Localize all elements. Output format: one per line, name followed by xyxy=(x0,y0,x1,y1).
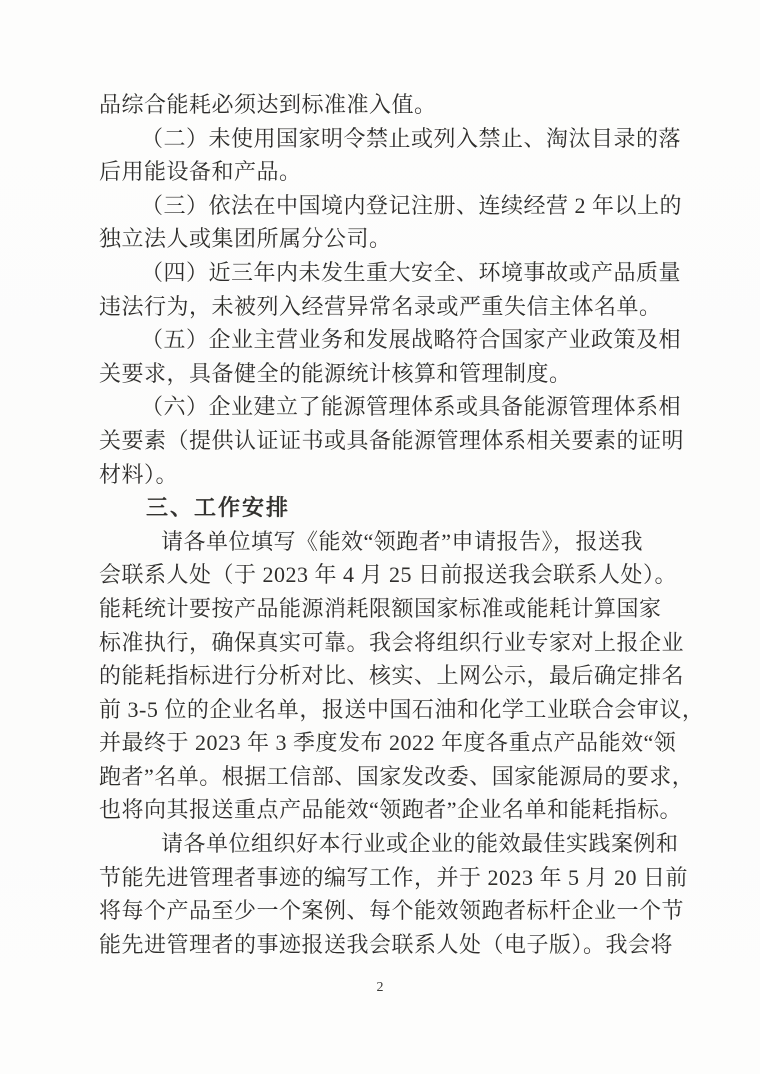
text-block xyxy=(99,88,705,961)
paragraph-first-line: 请各单位组织好本行业或企业的能效最佳实践案例和 xyxy=(161,831,679,857)
text-line: 将每个产品至少一个案例、每个能效领跑者标杆企业一个节 xyxy=(99,898,685,924)
text-line: 能耗统计要按产品能源消耗限额国家标准或能耗计算国家 xyxy=(99,595,662,621)
paragraph-first-line: 请各单位填写《能效“领跑者”申请报告》，报送我 xyxy=(161,528,644,554)
text-line: 也将向其报送重点产品能效“领跑者”企业名单和能耗指标。 xyxy=(99,797,683,823)
text-line: 能先进管理者的事迹报送我会联系人处（电子版）。我会将 xyxy=(99,931,674,957)
text-line: 的能耗指标进行分析对比、核实、上网公示，最后确定排名 xyxy=(99,663,685,689)
text-line: 并最终于 2023 年 3 季度发布 2022 年度各重点产品能效“领 xyxy=(99,730,677,756)
text-line: 关要素（提供认证证书或具备能源管理体系相关要素的证明 xyxy=(99,427,685,453)
list-item-3: （三）依法在中国境内登记注册、连续经营 2 年以上的 xyxy=(141,192,683,218)
text-line: 材料）。 xyxy=(99,461,179,487)
text-line: 前 3-5 位的企业名单，报送中国石油和化学工业联合会审议， xyxy=(99,696,705,722)
list-item-2: （二）未使用国家明令禁止或列入禁止、淘汰目录的落 xyxy=(141,125,682,151)
text-line: 会联系人处（于 2023 年 4 月 25 日前报送我会联系人处）。 xyxy=(99,562,678,588)
text-line: 节能先进管理者事迹的编写工作，并于 2023 年 5 月 20 日前 xyxy=(99,864,689,890)
section-heading: 三、工作安排 xyxy=(146,495,291,521)
text-line: 跑者”名单。根据工信部、国家发改委、国家能源局的要求， xyxy=(99,763,695,789)
text-line: 违法行为，未被列入经营异常名录或严重失信主体名单。 xyxy=(99,293,662,319)
list-item-6: （六）企业建立了能源管理体系或具备能源管理体系相 xyxy=(141,394,682,420)
text-line: 后用能设备和产品。 xyxy=(99,159,302,185)
page-number: 2 xyxy=(376,980,384,995)
list-item-5: （五）企业主营业务和发展战略符合国家产业政策及相 xyxy=(141,327,682,353)
text-line: 独立法人或集团所属分公司。 xyxy=(99,226,392,252)
text-line: 关要求，具备健全的能源统计核算和管理制度。 xyxy=(99,360,572,386)
text-line: 标准执行，确保真实可靠。我会将组织行业专家对上报企业 xyxy=(99,629,685,655)
list-item-4: （四）近三年内未发生重大安全、环境事故或产品质量 xyxy=(141,259,682,285)
text-line: 品综合能耗必须达到标准准入值。 xyxy=(99,92,437,117)
